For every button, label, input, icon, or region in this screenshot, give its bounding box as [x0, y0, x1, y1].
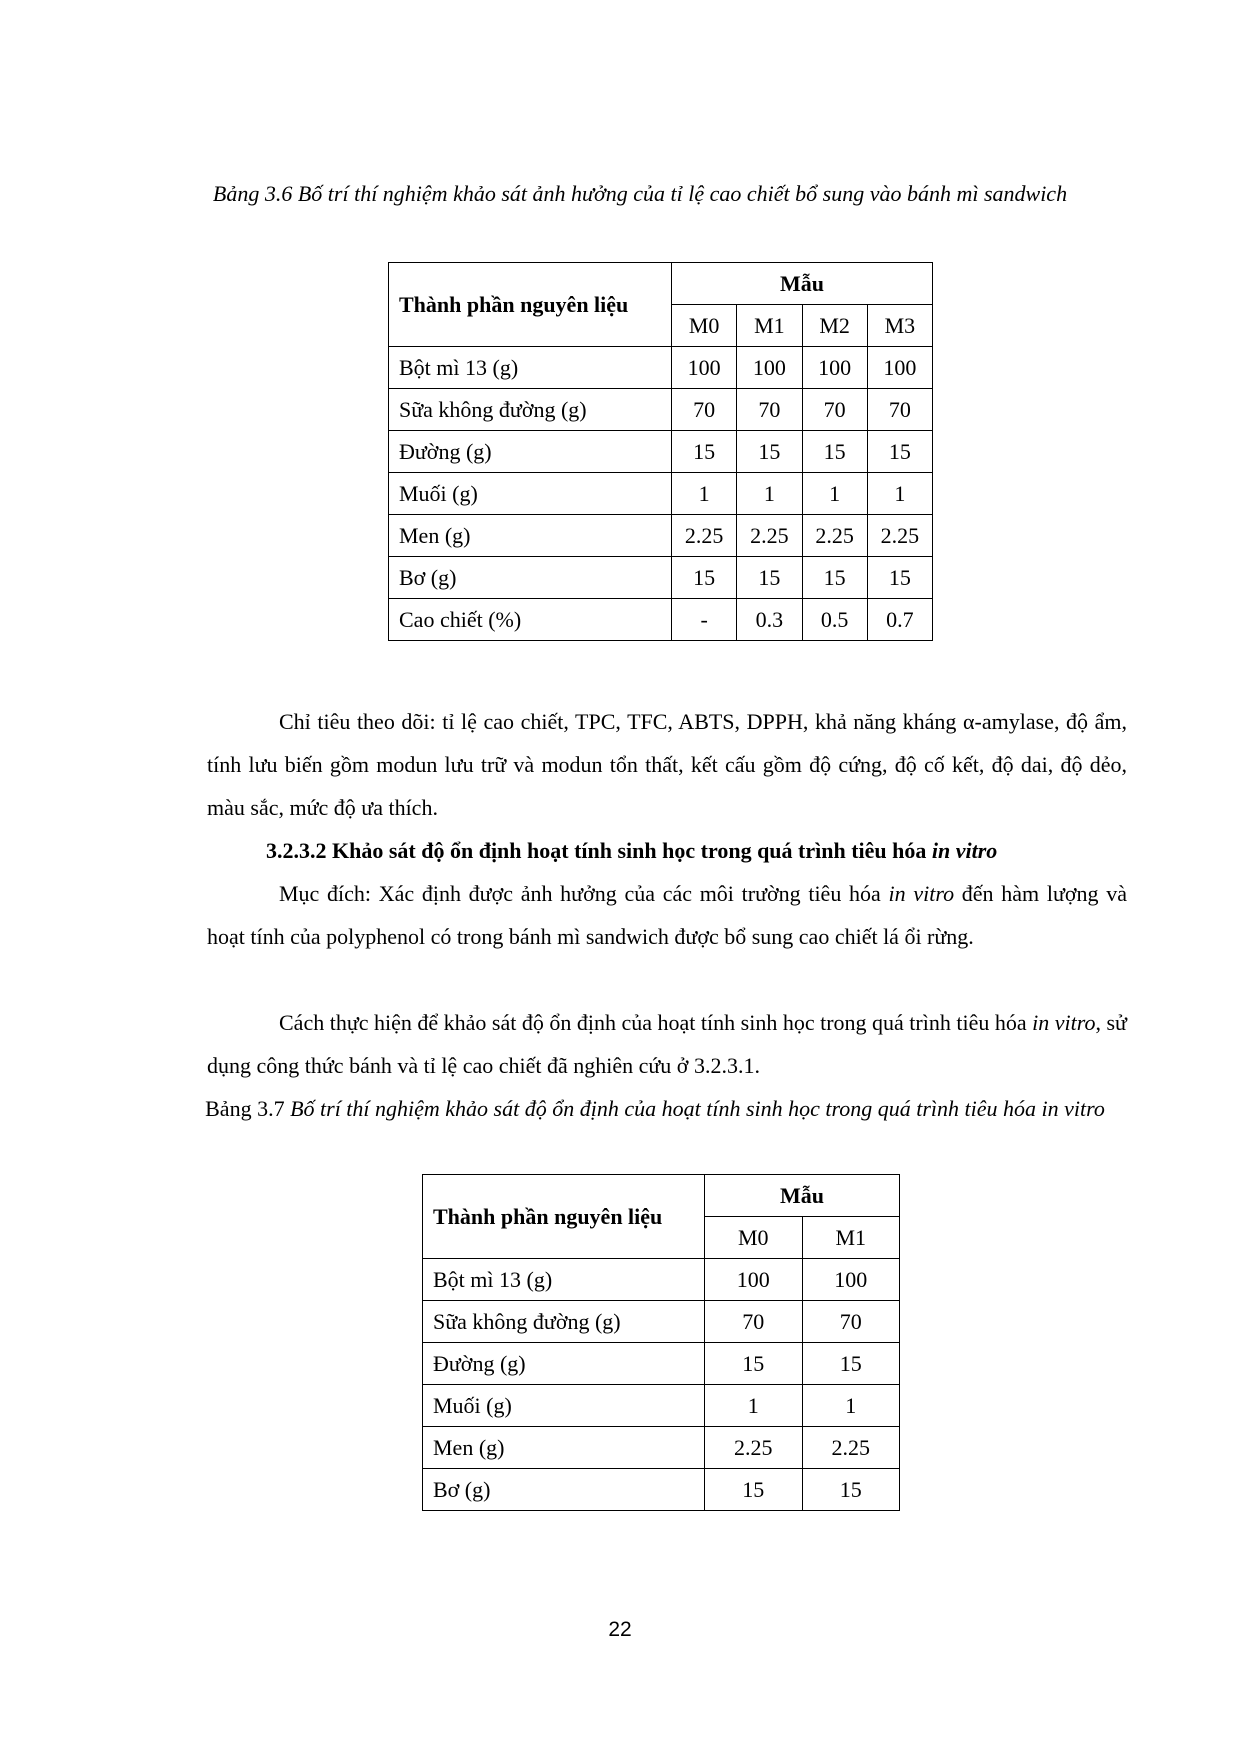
cell: 2.25 [802, 515, 867, 557]
cell: 15 [672, 557, 737, 599]
row-label: Bột mì 13 (g) [389, 347, 672, 389]
cell: 100 [867, 347, 932, 389]
cell: 15 [802, 431, 867, 473]
row-label: Sữa không đường (g) [389, 389, 672, 431]
table2-caption-label: Bảng 3.7 [205, 1096, 291, 1121]
purpose-text-a: Mục đích: Xác định được ảnh hưởng của các môi trường tiêu hóa [279, 881, 889, 906]
cell: 1 [802, 473, 867, 515]
section-heading [266, 829, 997, 872]
cell: 15 [737, 557, 802, 599]
row-label: Men (g) [423, 1427, 705, 1469]
cell: 15 [867, 431, 932, 473]
cell: 100 [705, 1259, 803, 1301]
cell: 15 [802, 1343, 900, 1385]
cell: 70 [802, 389, 867, 431]
page-number: 22 [608, 1618, 632, 1641]
cell: 15 [737, 431, 802, 473]
cell: 100 [737, 347, 802, 389]
cell: 15 [705, 1469, 803, 1511]
row-label: Đường (g) [423, 1343, 705, 1385]
table1-sample-header: M1 [737, 305, 802, 347]
cell: 15 [802, 1469, 900, 1511]
table-row [389, 431, 933, 473]
criteria-paragraph: Chỉ tiêu theo dõi: tỉ lệ cao chiết, TPC, TFC, ABTS, DPPH, khả năng kháng α-amylase, độ ẩm, tính lưu biến gồm modun lưu trữ và modun tổn thất, kết cấu gồm độ cứng, độ cố kết, độ dai, độ dẻo, màu sắc, mức độ ưa thích. [207, 709, 1127, 820]
cell: 15 [867, 557, 932, 599]
table2-caption-text: Bố trí thí nghiệm khảo sát độ ổn định của hoạt tính sinh học trong quá trình tiêu hóa in vitro [290, 1096, 1105, 1121]
table-row [389, 557, 933, 599]
table-row [389, 473, 933, 515]
table-row [423, 1343, 900, 1385]
table-row [389, 347, 933, 389]
table-row [423, 1301, 900, 1343]
cell: 0.3 [737, 599, 802, 641]
section-heading-text: 3.2.3.2 Khảo sát độ ổn định hoạt tính sinh học trong quá trình tiêu hóa [266, 838, 932, 863]
cell: 1 [737, 473, 802, 515]
cell: 2.25 [705, 1427, 803, 1469]
table2-sample-header: M1 [802, 1217, 900, 1259]
table-row [389, 389, 933, 431]
cell: 1 [802, 1385, 900, 1427]
row-label: Muối (g) [423, 1385, 705, 1427]
cell: 15 [705, 1343, 803, 1385]
cell: 70 [737, 389, 802, 431]
cell: 1 [705, 1385, 803, 1427]
cell: 2.25 [867, 515, 932, 557]
table-row [389, 515, 933, 557]
cell: 70 [867, 389, 932, 431]
purpose-paragraph [207, 872, 1127, 958]
table2-group-header: Mẫu [705, 1175, 900, 1217]
cell: 100 [802, 347, 867, 389]
cell: 100 [802, 1259, 900, 1301]
table2-sample-header: M0 [705, 1217, 803, 1259]
row-label: Cao chiết (%) [389, 599, 672, 641]
cell: 1 [867, 473, 932, 515]
cell: 1 [672, 473, 737, 515]
cell: 0.7 [867, 599, 932, 641]
table-row [423, 1469, 900, 1511]
cell: 0.5 [802, 599, 867, 641]
table2-caption [205, 1087, 1105, 1130]
cell: 2.25 [672, 515, 737, 557]
table1-caption: Bảng 3.6 Bố trí thí nghiệm khảo sát ảnh hưởng của tỉ lệ cao chiết bổ sung vào bánh mì sandwich [212, 181, 1068, 206]
row-label: Men (g) [389, 515, 672, 557]
purpose-italic: in vitro [888, 881, 955, 906]
row-label: Đường (g) [389, 431, 672, 473]
cell: - [672, 599, 737, 641]
row-label: Sữa không đường (g) [423, 1301, 705, 1343]
purpose-text-b: đến hàm lượng và hoạt tính của polyphenol có trong bánh mì sandwich được bổ sung cao chiết lá ổi rừng. [207, 881, 1127, 949]
method-text-a: Cách thực hiện để khảo sát độ ổn định của hoạt tính sinh học trong quá trình tiêu hóa [279, 1010, 1033, 1035]
cell: 70 [705, 1301, 803, 1343]
method-text-b: , sử dụng công thức bánh và tỉ lệ cao chiết đã nghiên cứu ở 3.2.3.1. [207, 1010, 1127, 1078]
table1-sample-header: M0 [672, 305, 737, 347]
row-label: Bột mì 13 (g) [423, 1259, 705, 1301]
table-row [423, 1259, 900, 1301]
table-row [423, 1385, 900, 1427]
method-italic: in vitro [1032, 1010, 1096, 1035]
cell: 70 [672, 389, 737, 431]
section-heading-italic: in vitro [931, 838, 998, 863]
table-row [423, 1427, 900, 1469]
table1-col-header: Thành phần nguyên liệu [389, 263, 672, 347]
row-label: Bơ (g) [389, 557, 672, 599]
table1 [388, 262, 933, 641]
table-row [389, 599, 933, 641]
table2 [422, 1174, 900, 1511]
table1-sample-header: M2 [802, 305, 867, 347]
cell: 15 [802, 557, 867, 599]
table1-group-header: Mẫu [672, 263, 933, 305]
cell: 2.25 [737, 515, 802, 557]
table1-sample-header: M3 [867, 305, 932, 347]
table2-col-header: Thành phần nguyên liệu [423, 1175, 705, 1259]
row-label: Muối (g) [389, 473, 672, 515]
cell: 70 [802, 1301, 900, 1343]
cell: 2.25 [802, 1427, 900, 1469]
row-label: Bơ (g) [423, 1469, 705, 1511]
cell: 15 [672, 431, 737, 473]
method-paragraph [207, 1001, 1127, 1087]
cell: 100 [672, 347, 737, 389]
